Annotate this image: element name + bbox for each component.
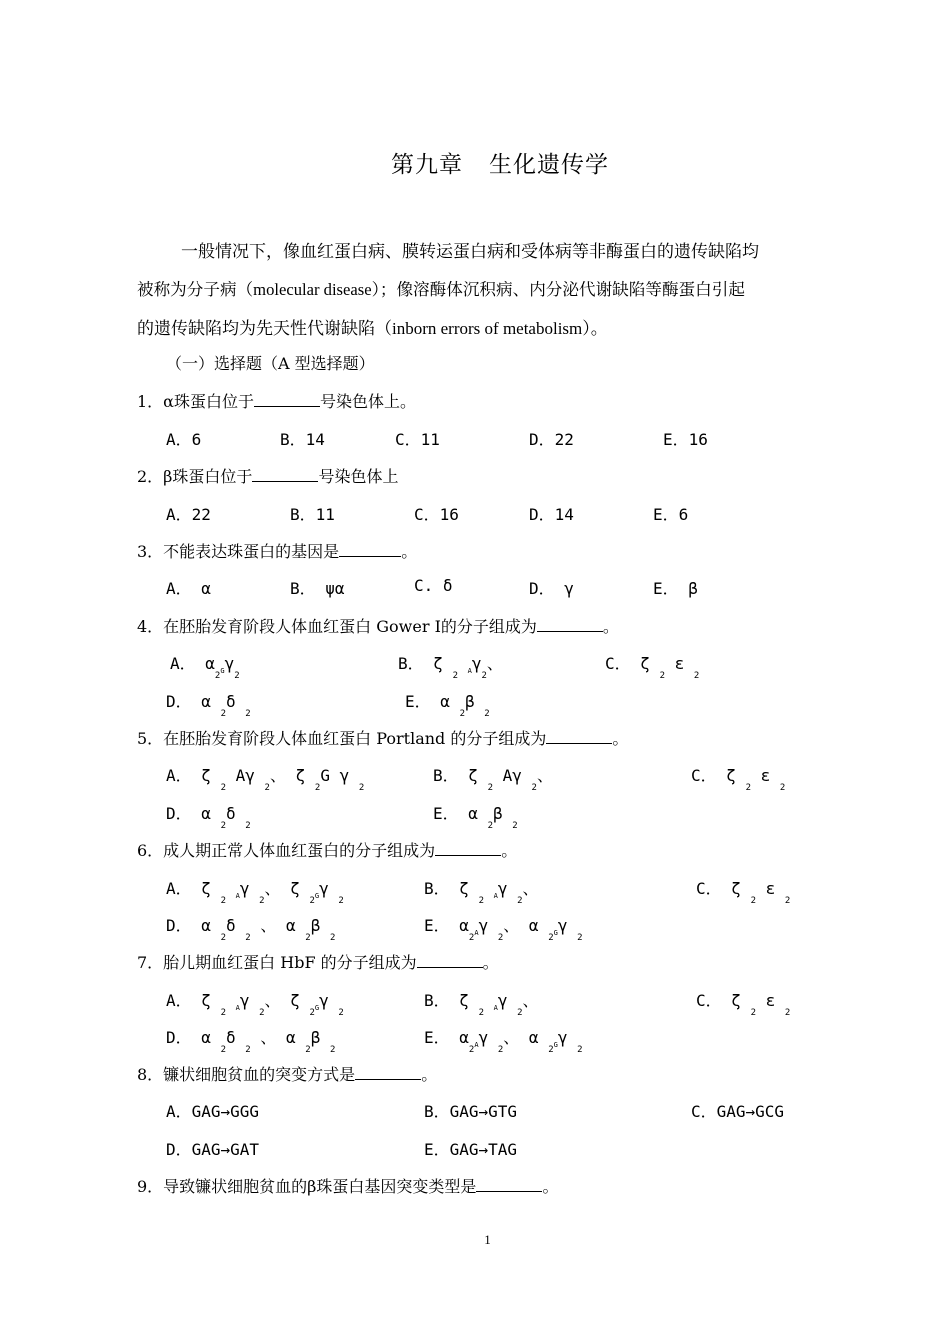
- q4-option-e: [405, 689, 490, 719]
- option-label: C.: [414, 576, 434, 595]
- option-label: E．: [433, 804, 459, 823]
- q1-option-d: D．22: [529, 430, 574, 449]
- epsilon: ε: [674, 654, 685, 673]
- question-text: 。: [482, 953, 499, 972]
- q5-option-e: [433, 801, 518, 831]
- zeta: ζ: [295, 766, 306, 785]
- zeta: ζ: [459, 991, 469, 1010]
- answer-blank: [435, 841, 501, 856]
- greek-alpha: α: [201, 579, 211, 598]
- q8-option-a: A．GAG→GGG: [166, 1102, 260, 1121]
- question-7: [137, 950, 499, 973]
- subscript: 2: [478, 896, 484, 906]
- subscript: 2: [512, 821, 518, 831]
- option-label: B．: [433, 766, 459, 785]
- subscript: 2: [220, 933, 226, 943]
- subscript: 2: [338, 896, 344, 906]
- q5-option-b: [433, 763, 553, 793]
- question-4: [137, 614, 619, 637]
- q2-option-d: D．14: [529, 505, 574, 524]
- intro-line-1: 一般情况下，像血红蛋白病、膜转运蛋白病和受体病等非酶蛋白的遗传缺陷均: [181, 242, 759, 262]
- greek-psi-alpha: ψα: [325, 579, 345, 598]
- gamma: γ: [239, 879, 250, 898]
- superscript: G: [220, 667, 225, 675]
- option-label: B．: [290, 579, 316, 598]
- option-label: C．: [691, 766, 717, 785]
- q2-option-c: C．16: [414, 505, 459, 524]
- option-label: D．: [166, 692, 192, 711]
- separator: 、: [522, 991, 539, 1010]
- subscript: 2: [264, 783, 270, 793]
- q7-option-e: [424, 1025, 583, 1055]
- greek-delta: δ: [442, 576, 453, 595]
- subscript: 2: [487, 783, 493, 793]
- subscript: 2: [220, 896, 226, 906]
- option-label: E．: [424, 1028, 450, 1047]
- zeta: ζ: [201, 879, 211, 898]
- question-text: 。: [401, 542, 418, 561]
- q5-option-a: [166, 763, 365, 793]
- option-label: B．: [424, 991, 450, 1010]
- option-label: A．: [166, 879, 192, 898]
- question-2: [137, 464, 398, 487]
- option-label: E．: [424, 916, 450, 935]
- zeta: ζ: [433, 654, 443, 673]
- superscript: A: [474, 929, 479, 937]
- subscript: 2: [481, 671, 487, 681]
- option-label: D．: [166, 1028, 192, 1047]
- subscript: 2: [220, 709, 226, 719]
- subscript: 2: [220, 783, 226, 793]
- subscript: 2: [487, 821, 493, 831]
- alpha: α: [201, 916, 211, 935]
- subscript: 2: [531, 783, 537, 793]
- question-text: 。: [501, 841, 518, 860]
- option-label: A．: [166, 579, 192, 598]
- option-label: D．: [166, 804, 192, 823]
- answer-blank: [252, 467, 318, 482]
- gamma: γ: [497, 991, 508, 1010]
- option-label: A．: [166, 991, 192, 1010]
- gamma: γ: [471, 654, 482, 673]
- q4-option-c: [605, 651, 700, 681]
- chapter-title: [0, 146, 950, 179]
- question-text: 。: [602, 617, 619, 636]
- gamma: γ: [497, 879, 508, 898]
- intro-text: 被称为分子病（: [137, 280, 254, 299]
- superscript: A: [493, 1004, 498, 1012]
- alpha: α: [205, 654, 215, 673]
- zeta: ζ: [731, 991, 741, 1010]
- answer-blank: [355, 1065, 421, 1080]
- subscript: 2: [693, 671, 700, 681]
- alpha: α: [528, 916, 539, 935]
- subscript: 2: [245, 709, 251, 719]
- gamma: γ: [557, 1028, 568, 1047]
- letter-a: A: [502, 766, 513, 785]
- chapter-name: 生化遗传学: [489, 152, 609, 178]
- gamma: γ: [319, 991, 329, 1010]
- subscript: 2: [779, 783, 786, 793]
- q6-option-a: [166, 876, 344, 906]
- option-label: C．: [605, 654, 631, 673]
- q7-option-c: [696, 988, 791, 1018]
- subscript: 2: [659, 671, 665, 681]
- superscript: G: [314, 892, 320, 900]
- subscript: 2: [338, 1008, 344, 1018]
- superscript: G: [314, 1004, 320, 1012]
- question-8: [137, 1062, 437, 1085]
- gamma: γ: [339, 766, 350, 785]
- question-text: 号染色体上: [318, 467, 399, 486]
- alpha: α: [285, 916, 296, 935]
- q4-option-b: [398, 651, 503, 681]
- separator: 、: [269, 766, 286, 785]
- subscript: 2: [220, 1008, 226, 1018]
- option-label: D．: [166, 916, 192, 935]
- answer-blank: [417, 953, 483, 968]
- question-text: 。: [612, 729, 629, 748]
- gamma: γ: [512, 766, 522, 785]
- subscript: 2: [259, 1008, 265, 1018]
- subscript: 2: [329, 1045, 336, 1055]
- question-6: [137, 838, 517, 861]
- subscript: 2: [459, 709, 465, 719]
- zeta: ζ: [201, 766, 211, 785]
- beta: β: [464, 692, 475, 711]
- subscript: 2: [484, 709, 490, 719]
- superscript: A: [467, 667, 472, 675]
- q5-option-d: [166, 801, 251, 831]
- q4-option-a: [170, 651, 240, 681]
- subscript: 2: [259, 896, 265, 906]
- separator: 、: [503, 1028, 520, 1047]
- q1-option-e: E．16: [663, 430, 708, 449]
- intro-line-2: [137, 276, 837, 300]
- question-1: [137, 389, 416, 412]
- option-label: A．: [170, 654, 196, 673]
- option-label: B．: [424, 879, 450, 898]
- page-number: 1: [484, 1232, 491, 1247]
- question-text: 7．胎儿期血红蛋白 HbF 的分子组成为: [137, 953, 417, 972]
- q6-option-c: [696, 876, 791, 906]
- q3-option-d: [529, 576, 574, 599]
- delta: δ: [225, 1028, 236, 1047]
- subscript: 2: [358, 783, 365, 793]
- alpha: α: [201, 692, 211, 711]
- alpha: α: [528, 1028, 539, 1047]
- q8-option-e: E．GAG→TAG: [424, 1140, 518, 1159]
- q8-option-d: D．GAG→GAT: [166, 1140, 260, 1159]
- intro-text: ）。: [582, 319, 608, 339]
- q3-option-c: [414, 576, 453, 595]
- intro-term: molecular disease: [253, 280, 372, 299]
- q6-option-b: [424, 876, 539, 906]
- subscript: 2: [548, 933, 554, 943]
- question-9: [137, 1174, 558, 1197]
- subscript: 2: [750, 1008, 756, 1018]
- question-text: 8．镰状细胞贫血的突变方式是: [137, 1065, 356, 1084]
- subscript: 2: [577, 933, 583, 943]
- separator: 、: [260, 1028, 277, 1047]
- subscript: 2: [452, 671, 458, 681]
- question-text: 。: [421, 1065, 438, 1084]
- subscript: 2: [314, 783, 321, 793]
- q2-option-b: B．11: [290, 505, 335, 524]
- option-label: B．: [398, 654, 424, 673]
- subscript: 2: [214, 671, 221, 681]
- beta: β: [310, 1028, 321, 1047]
- separator: 、: [536, 766, 553, 785]
- gamma: γ: [245, 766, 255, 785]
- chapter-number: 第九章: [391, 152, 463, 178]
- delta: δ: [225, 692, 236, 711]
- alpha: α: [459, 1028, 469, 1047]
- letter-a: A: [235, 766, 246, 785]
- question-text: 2．β珠蛋白位于: [137, 467, 253, 486]
- option-label: E．: [653, 579, 679, 598]
- subscript: 2: [220, 1045, 226, 1055]
- epsilon: ε: [765, 879, 776, 898]
- subscript: 2: [784, 1008, 791, 1018]
- subscript: 2: [478, 1008, 484, 1018]
- q7-option-d: [166, 1025, 336, 1055]
- question-text: 1．α珠蛋白位于: [137, 392, 254, 411]
- subscript: 2: [577, 1045, 583, 1055]
- q1-option-a: A．6: [166, 430, 202, 449]
- question-text: 3．不能表达珠蛋白的基因是: [137, 542, 340, 561]
- gamma: γ: [478, 1028, 489, 1047]
- subscript: 2: [548, 1045, 554, 1055]
- option-label: E．: [405, 692, 431, 711]
- subscript: 2: [305, 933, 311, 943]
- answer-blank: [476, 1177, 542, 1192]
- superscript: A: [235, 892, 240, 900]
- subscript: 2: [309, 896, 315, 906]
- option-label: C．: [696, 879, 722, 898]
- subscript: 2: [245, 821, 251, 831]
- gamma: γ: [557, 916, 568, 935]
- superscript: G: [553, 1041, 558, 1049]
- subscript: 2: [329, 933, 336, 943]
- subscript: 2: [468, 1045, 475, 1055]
- zeta: ζ: [640, 654, 650, 673]
- answer-blank: [339, 542, 401, 557]
- separator: 、: [522, 879, 539, 898]
- separator: 、: [264, 879, 281, 898]
- greek-gamma: γ: [564, 579, 574, 598]
- subscript: 2: [517, 1008, 523, 1018]
- subscript: 2: [245, 933, 251, 943]
- zeta: ζ: [290, 991, 300, 1010]
- option-label: C．: [696, 991, 722, 1010]
- question-text: 4．在胚胎发育阶段人体血红蛋白 Gower Ⅰ的分子组成为: [137, 617, 537, 636]
- answer-blank: [546, 729, 612, 744]
- subscript: 2: [305, 1045, 311, 1055]
- section-heading: （一）选择题（A 型选择题）: [166, 354, 375, 373]
- question-text: 5．在胚胎发育阶段人体血红蛋白 Portland 的分子组成为: [137, 729, 547, 748]
- separator: 、: [260, 916, 277, 935]
- zeta: ζ: [459, 879, 469, 898]
- subscript: 2: [220, 821, 226, 831]
- alpha: α: [285, 1028, 296, 1047]
- question-text: 9．导致镰状细胞贫血的β珠蛋白基因突变类型是: [137, 1177, 477, 1196]
- subscript: 2: [517, 896, 523, 906]
- gamma: γ: [239, 991, 250, 1010]
- superscript: A: [493, 892, 498, 900]
- q5-option-c: [691, 763, 786, 793]
- letter-g: G: [320, 766, 330, 785]
- zeta: ζ: [731, 879, 741, 898]
- intro-term: inborn errors of metabolism: [392, 319, 583, 338]
- alpha: α: [440, 692, 450, 711]
- alpha: α: [201, 804, 211, 823]
- separator: 、: [503, 916, 520, 935]
- gamma: γ: [478, 916, 489, 935]
- q3-option-a: [166, 576, 211, 599]
- option-label: A．: [166, 766, 192, 785]
- option-label: D．: [529, 579, 555, 598]
- q6-option-e: [424, 913, 583, 943]
- q4-option-d: [166, 689, 251, 719]
- alpha: α: [468, 804, 478, 823]
- q8-option-b: B．GAG→GTG: [424, 1102, 518, 1121]
- intro-line-3: [137, 314, 837, 339]
- delta: δ: [225, 916, 236, 935]
- alpha: α: [201, 1028, 211, 1047]
- q8-option-c: C．GAG→GCG: [691, 1102, 785, 1121]
- q3-option-e: [653, 576, 698, 599]
- subscript: 2: [784, 896, 791, 906]
- separator: 、: [264, 991, 281, 1010]
- intro-text: 的遗传缺陷均为先天性代谢缺陷（: [137, 319, 392, 339]
- subscript: 2: [745, 783, 751, 793]
- superscript: A: [474, 1041, 479, 1049]
- q6-option-d: [166, 913, 336, 943]
- q1-option-b: B．14: [280, 430, 325, 449]
- question-text: 6．成人期正常人体血红蛋白的分子组成为: [137, 841, 436, 860]
- beta: β: [492, 804, 503, 823]
- epsilon: ε: [760, 766, 771, 785]
- zeta: ζ: [290, 879, 300, 898]
- subscript: 2: [497, 933, 504, 943]
- zeta: ζ: [468, 766, 478, 785]
- q7-option-b: [424, 988, 539, 1018]
- q1-option-c: C．11: [395, 430, 440, 449]
- question-text: 号染色体上。: [320, 392, 417, 411]
- subscript: 2: [234, 671, 240, 681]
- gamma: γ: [319, 879, 329, 898]
- question-5: [137, 726, 628, 749]
- question-text: 。: [542, 1177, 559, 1196]
- q7-option-a: [166, 988, 344, 1018]
- subscript: 2: [309, 1008, 315, 1018]
- gamma: γ: [224, 654, 235, 673]
- epsilon: ε: [765, 991, 776, 1010]
- subscript: 2: [750, 896, 756, 906]
- answer-blank: [537, 617, 603, 632]
- separator: 、: [486, 654, 503, 673]
- answer-blank: [254, 392, 320, 407]
- q2-option-a: A．22: [166, 505, 211, 524]
- superscript: A: [235, 1004, 240, 1012]
- zeta: ζ: [201, 991, 211, 1010]
- greek-beta: β: [688, 579, 698, 598]
- zeta: ζ: [726, 766, 736, 785]
- question-3: [137, 539, 417, 562]
- q3-option-b: [290, 576, 345, 599]
- delta: δ: [225, 804, 236, 823]
- beta: β: [310, 916, 321, 935]
- subscript: 2: [468, 933, 475, 943]
- q2-option-e: E．6: [653, 505, 689, 524]
- subscript: 2: [245, 1045, 251, 1055]
- alpha: α: [459, 916, 469, 935]
- intro-text: ）；像溶酶体沉积病、内分泌代谢缺陷等酶蛋白引起: [371, 280, 745, 299]
- superscript: G: [553, 929, 558, 937]
- subscript: 2: [497, 1045, 504, 1055]
